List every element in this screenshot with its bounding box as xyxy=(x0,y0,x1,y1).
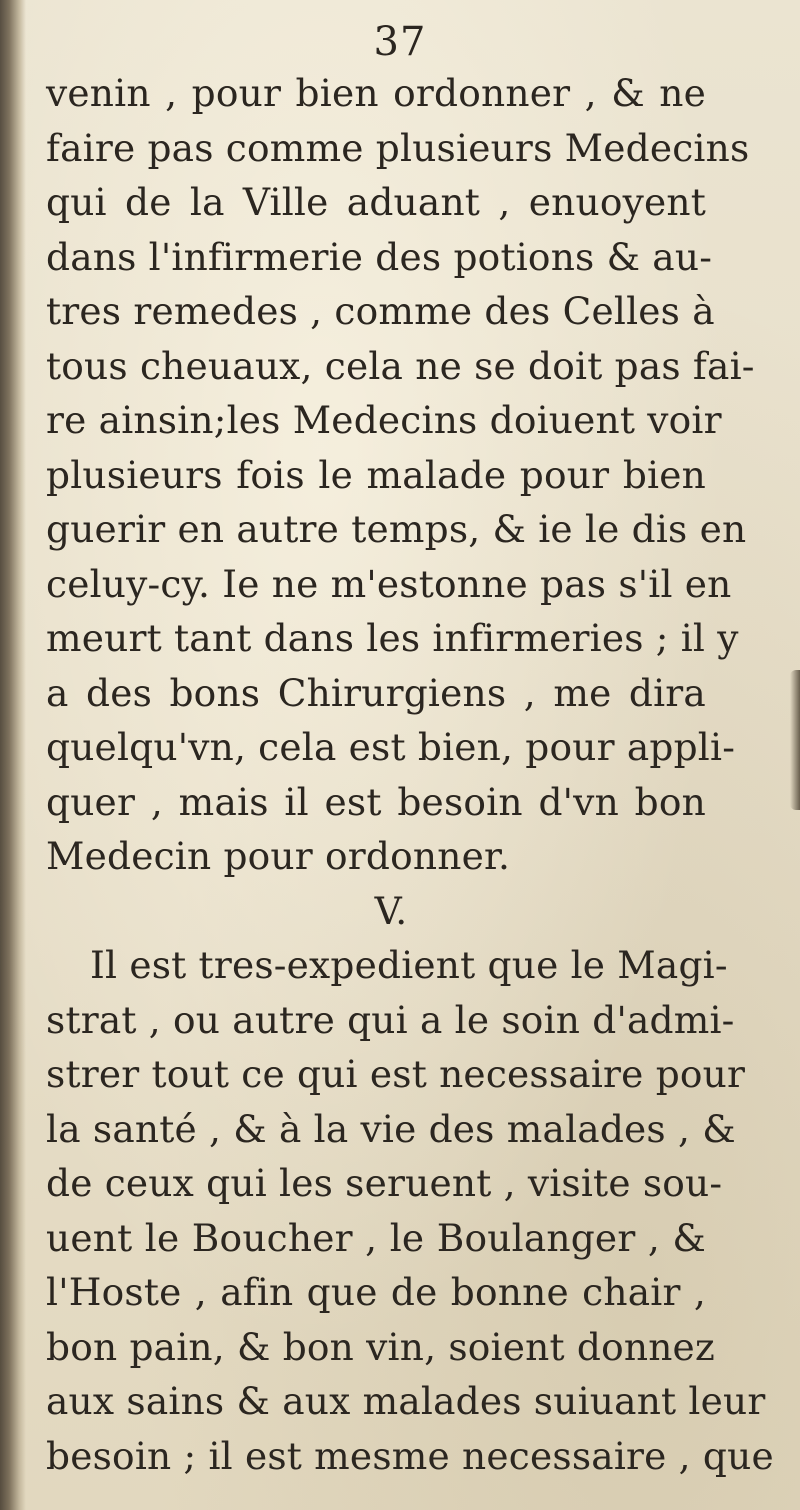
text-line: tres remedes , comme des Celles à xyxy=(46,289,715,333)
text-line: guerir en autre temps, & ie le dis en xyxy=(46,507,747,551)
page-number: 37 xyxy=(373,19,427,65)
text-line: strer tout ce qui est necessaire pour xyxy=(46,1052,746,1096)
text-line: meurt tant dans les infirmeries ; il y xyxy=(46,616,739,660)
text-line: venin , pour bien ordonner , & ne xyxy=(46,71,706,115)
text-line: la santé , & à la vie des malades , & xyxy=(46,1106,736,1151)
binding-edge xyxy=(0,0,26,1510)
text-line: Il est tres-expedient que le Magi- xyxy=(90,943,728,987)
body-text xyxy=(46,66,774,1483)
text-line: l'Hoste , afin que de bonne chair , xyxy=(46,1270,706,1314)
text-line: uent le Boucher , le Boulanger , & xyxy=(46,1215,706,1260)
text-line: qui de la Ville aduant , enuoyent xyxy=(46,180,706,224)
page-edge-shadow xyxy=(790,670,800,810)
text-line: aux sains & aux malades suiuant leur xyxy=(46,1379,766,1423)
text-line: besoin ; il est mesme necessaire , que xyxy=(46,1433,774,1478)
text-line: dans l'infirmerie des potions & au- xyxy=(46,234,713,279)
text-line: plusieurs fois le malade pour bien xyxy=(46,452,706,497)
text-line: Medecin pour ordonner. xyxy=(46,834,511,878)
text-line: bon pain, & bon vin, soient donnez xyxy=(46,1324,715,1369)
text-line: tous cheuaux, cela ne se doit pas fai- xyxy=(46,343,755,388)
text-line: quer , mais il est besoin d'vn bon xyxy=(46,779,706,824)
text-line: strat , ou autre qui a le soin d'admi- xyxy=(46,997,735,1042)
text-line: faire pas comme plusieurs Medecins xyxy=(46,125,750,170)
text-line: quelqu'vn, cela est bien, pour appli- xyxy=(46,725,736,769)
section-heading: V. xyxy=(374,888,408,933)
text-line: re ainsin;les Medecins doiuent voir xyxy=(46,398,722,442)
text-line: celuy-cy. Ie ne m'estonne pas s'il en xyxy=(46,561,732,606)
text-line: de ceux qui les seruent , visite sou- xyxy=(46,1161,723,1205)
text-line: a des bons Chirurgiens , me dira xyxy=(46,670,706,715)
